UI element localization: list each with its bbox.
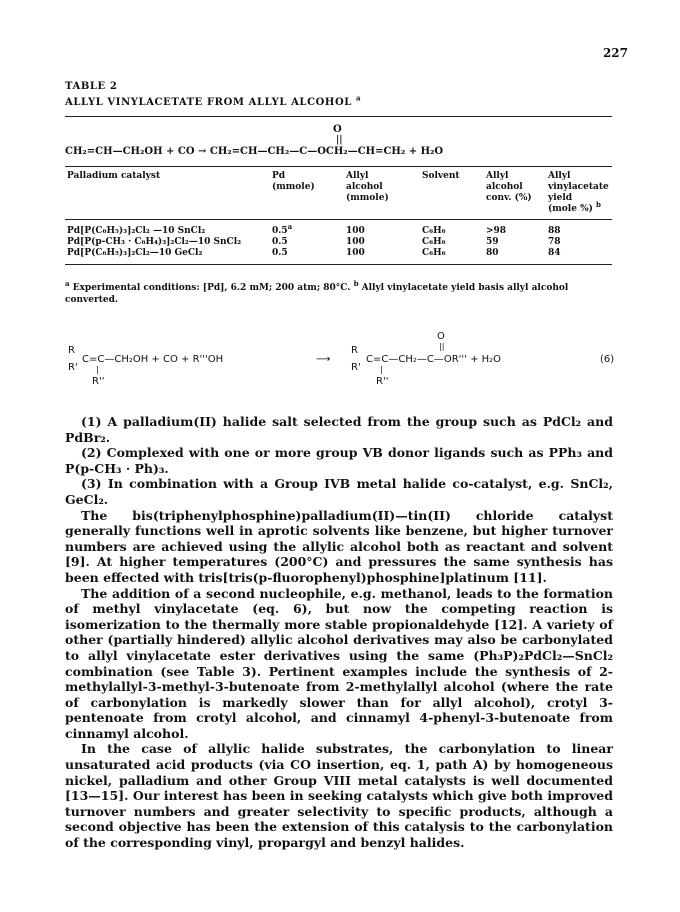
cell-alcohol: 100 bbox=[346, 226, 365, 236]
paragraph: (3) In combination with a Group IVB metal halide co-catalyst, e.g. SnCl₂, GeCl₂. bbox=[65, 476, 613, 507]
table-title-text: ALLYL VINYLACETATE FROM ALLYL ALCOHOL bbox=[65, 97, 352, 108]
reaction-equation-6: R R' C=C—CH₂OH + CO + R'''OH | R'' ⟶ R R' C=C—CH₂—C—OR''' + H₂O | R'' O || (6) bbox=[68, 331, 615, 387]
paragraph: The bis(triphenylphosphine)palladium(II)—tin(II) chloride catalyst generally functions well in aprotic solvents like benzene, but higher turnover numbers are achieved using the allylic alcohol both as reactant and solvent [9]. At higher temperatures (200°C) and pressures the same synthesis has been effected with tris[tris(p-fluorophenyl)phosphine]platinum [11]. bbox=[65, 507, 613, 585]
cell-pd: 0.5$^a$ bbox=[272, 222, 293, 236]
table-row bbox=[65, 237, 612, 248]
paragraph: (2) Complexed with one or more group VB donor ligands such as PPh₃ and P(p-CH₃ · Ph)₃. bbox=[65, 445, 613, 476]
eq6-left-r: R bbox=[68, 345, 75, 356]
table-label: TABLE 2 bbox=[65, 81, 118, 92]
body-text bbox=[65, 414, 613, 851]
eq6-left-r-prime: R' bbox=[68, 362, 78, 373]
paragraph: In the case of allylic halide substrates, the carbonylation to linear unsaturated acid products (via CO insertion, eq. 1, path A) by homogeneous nickel, palladium and other Group VIII metal catalysts is well documented [13—15]. Our interest has been in seeking catalysts which give both improved turnover numbers and greater selectivity to specific products, although a second objective has been the extension of this catalysis to the carbonylation of the corresponding vinyl, propargyl and benzyl halides. bbox=[65, 741, 613, 851]
cell-solvent: C₆H₆ bbox=[422, 248, 446, 258]
cell-catalyst: Pd[P(C₆H₅)₃]₂Cl₂ —10 SnCl₂ bbox=[67, 226, 206, 236]
table-header-row bbox=[65, 171, 612, 219]
cell-catalyst: Pd[P(C₆H₅)₃]₂Cl₂—10 GeCl₂ bbox=[67, 248, 203, 258]
cell-conversion: 80 bbox=[486, 248, 499, 258]
cell-alcohol: 100 bbox=[346, 248, 365, 258]
header-conversion: Allyl alcohol conv. (%) bbox=[486, 171, 532, 203]
eq6-left-r-double-prime: R'' bbox=[92, 376, 105, 387]
paragraph: (1) A palladium(II) halide salt selected from the group such as PdCl₂ and PdBr₂. bbox=[65, 414, 613, 445]
cell-conversion: >98 bbox=[486, 226, 507, 236]
cell-yield: 88 bbox=[548, 226, 561, 236]
equation-text: CH₂=CH—CH₂OH + CO → CH₂=CH—CH₂—C—OCH₂—CH=CH₂ + H₂O bbox=[65, 146, 444, 157]
table-footnote bbox=[65, 279, 615, 306]
table-row bbox=[65, 220, 612, 237]
table-title-note-mark: a bbox=[356, 93, 362, 103]
footnote-b-text: Allyl vinylacetate yield basis allyl alcohol converted. bbox=[65, 283, 569, 305]
eq6-carbonyl-oxygen: O bbox=[437, 331, 445, 342]
eq6-right-r-prime: R' bbox=[351, 362, 361, 373]
cell-pd: 0.5 bbox=[272, 248, 288, 258]
table-bottom-rule bbox=[65, 264, 612, 265]
header-pd: Pd (mmole) bbox=[272, 171, 315, 192]
cell-pd: 0.5 bbox=[272, 237, 288, 247]
table-row bbox=[65, 248, 612, 264]
eq6-left-chain: C=C—CH₂OH + CO + R'''OH bbox=[82, 354, 224, 365]
eq6-right-r-double-prime: R'' bbox=[376, 376, 389, 387]
footnote-a-text: Experimental conditions: [Pd], 6.2 mM; 200 atm; 80°C. bbox=[72, 283, 351, 293]
cell-alcohol: 100 bbox=[346, 237, 365, 247]
table-title bbox=[65, 93, 362, 108]
cell-solvent: C₆H₆ bbox=[422, 237, 446, 247]
header-catalyst: Palladium catalyst bbox=[67, 171, 161, 181]
equation-carbonyl-oxygen: O bbox=[333, 124, 342, 135]
cell-solvent: C₆H₆ bbox=[422, 226, 446, 236]
eq6-right-r: R bbox=[351, 345, 358, 356]
page-number: 227 bbox=[602, 46, 628, 60]
footnote-b-mark: b bbox=[353, 279, 359, 288]
data-table bbox=[65, 171, 612, 265]
cell-catalyst: Pd[P(p-CH₃ · C₆H₄)₃]₂Cl₂—10 SnCl₂ bbox=[67, 237, 242, 247]
eq6-arrow: ⟶ bbox=[316, 354, 331, 365]
header-yield: Allyl vinylacetate yield (mole %) $^b$ bbox=[548, 171, 609, 214]
eq6-number: (6) bbox=[600, 354, 615, 365]
paragraph: The addition of a second nucleophile, e.g. methanol, leads to the formation of methyl vinylacetate (eq. 6), but now the competing reaction is isomerization to the thermally more stable propionaldehyde [12]. A variety of other (partially hindered) allylic alcohol derivatives may also be carbonylated to allyl vinylacetate ester derivatives using the same (Ph₃P)₂PdCl₂—SnCl₂ combination (see Table 3). Pertinent examples include the synthesis of 2-methylallyl-3-methyl-3-butenoate from 2-methylallyl alcohol (where the rate of carbonylation is markedly slower than for allyl alcohol), crotyl 3-pentenoate from crotyl alcohol, and cinnamyl 4-phenyl-3-butenoate from cinnamyl alcohol. bbox=[65, 585, 613, 741]
table-top-rule bbox=[65, 116, 612, 117]
cell-yield: 84 bbox=[548, 248, 561, 258]
footnote-a-mark: a bbox=[65, 279, 70, 288]
equation-double-bond: || bbox=[336, 135, 343, 145]
cell-conversion: 59 bbox=[486, 237, 499, 247]
cell-yield: 78 bbox=[548, 237, 561, 247]
table-header-top-rule bbox=[65, 166, 612, 167]
eq6-double-bond: || bbox=[439, 342, 445, 351]
table-equation bbox=[65, 124, 505, 162]
header-alcohol: Allyl alcohol (mmole) bbox=[346, 171, 389, 203]
header-solvent: Solvent bbox=[422, 171, 460, 181]
eq6-right-chain: C=C—CH₂—C—OR''' + H₂O bbox=[366, 354, 502, 365]
